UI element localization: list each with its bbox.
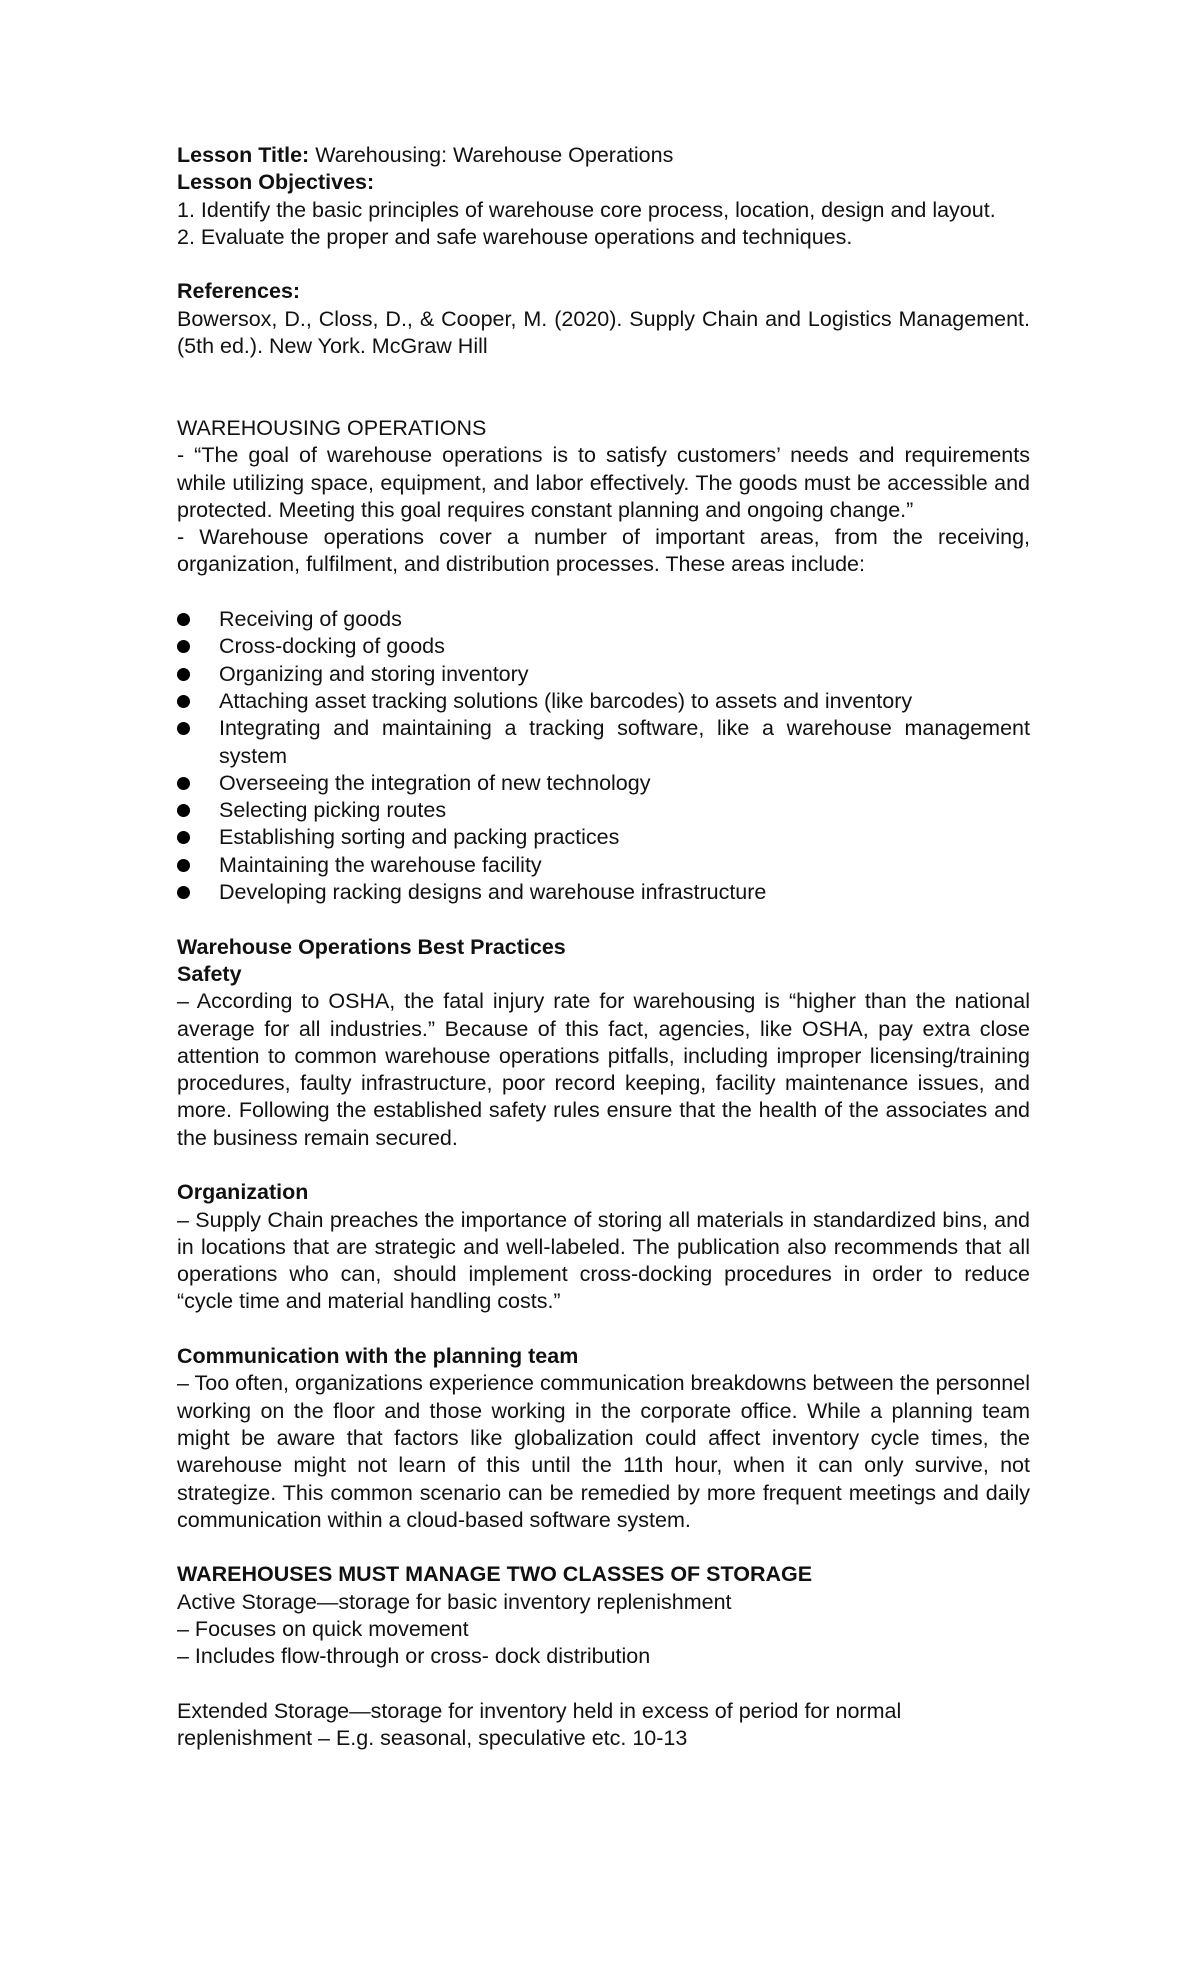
spacer — [177, 1152, 1030, 1179]
lesson-title-value: Warehousing: Warehouse Operations — [315, 143, 674, 167]
lesson-title-label: Lesson Title: — [177, 143, 310, 167]
list-item — [177, 661, 1030, 688]
document-page — [177, 142, 1030, 1753]
bullet-icon — [177, 859, 190, 872]
safety-heading: Safety — [177, 961, 242, 986]
bullet-icon — [177, 613, 190, 626]
list-item — [177, 770, 1030, 797]
operations-heading: WAREHOUSING OPERATIONS — [177, 415, 487, 440]
bullet-icon — [177, 722, 190, 735]
bullet-icon — [177, 777, 190, 790]
bullet-icon — [177, 640, 190, 653]
list-item — [177, 715, 1030, 770]
active-storage-title: Active Storage—storage for basic inventory replenishment — [177, 1589, 732, 1614]
list-item — [177, 824, 1030, 851]
list-item-text: Organizing and storing inventory — [219, 661, 529, 686]
active-storage-point-2: – Includes flow-through or cross- dock distribution — [177, 1644, 651, 1669]
bullet-icon — [177, 804, 190, 817]
objective-2: 2. Evaluate the proper and safe warehouse operations and techniques. — [177, 224, 853, 249]
safety-text: – According to OSHA, the fatal injury rate for warehousing is “higher than the national average for all industries.” Because of this fact, agencies, like OSHA, pay extra close attention to common warehouse operations pitfalls, including improper licensing/training procedures, faulty infrastructure, poor record keeping, facility maintenance issues, and more. Following the established safety rules ensure that the health of the associates and the business remain secured. — [177, 989, 1030, 1150]
list-item — [177, 797, 1030, 824]
list-item-text: Attaching asset tracking solutions (like barcodes) to assets and inventory — [219, 688, 913, 713]
spacer — [177, 1534, 1030, 1561]
list-item — [177, 688, 1030, 715]
list-item — [177, 879, 1030, 906]
spacer — [177, 579, 1030, 606]
communication-heading: Communication with the planning team — [177, 1344, 579, 1369]
list-item — [177, 852, 1030, 879]
list-item-text: Selecting picking routes — [219, 798, 447, 823]
communication-text: – Too often, organizations experience communication breakdowns between the personnel working on the floor and those working in the corporate office. While a planning team might be aware that factors like globalization could affect inventory cycle times, the warehouse might not learn of this until the 11th hour, when it can only survive, not strategize. This common scenario can be remedied by more frequent meetings and daily communication within a cloud-based software system. — [177, 1371, 1030, 1532]
spacer — [177, 1316, 1030, 1343]
organization-heading: Organization — [177, 1180, 309, 1205]
best-practices-heading: Warehouse Operations Best Practices — [177, 934, 566, 959]
list-item-text: Overseeing the integration of new technology — [219, 770, 651, 795]
lesson-objectives-label: Lesson Objectives: — [177, 170, 375, 195]
spacer — [177, 1671, 1030, 1698]
objective-1: 1. Identify the basic principles of warehouse core process, location, design and layout. — [177, 197, 996, 222]
spacer — [177, 251, 1030, 278]
spacer — [177, 906, 1030, 933]
list-item-text: Establishing sorting and packing practices — [219, 825, 620, 850]
list-item-text: Cross-docking of goods — [219, 634, 445, 659]
list-item-text: Developing racking designs and warehouse infrastructure — [219, 880, 767, 905]
references-label: References: — [177, 279, 301, 304]
lesson-title-line — [177, 142, 1030, 169]
operations-paragraph-1: - “The goal of warehouse operations is to satisfy customers’ needs and requirements while utilizing space, equipment, and labor effectively. The goods must be accessible and protected. Meeting this goal requires constant planning and ongoing change.” — [177, 443, 1030, 522]
operations-areas-list — [177, 606, 1030, 906]
references-text: Bowersox, D., Closs, D., & Cooper, M. (2020). Supply Chain and Logistics Management. (5th ed.). New York. McGraw Hill — [177, 306, 1030, 359]
bullet-icon — [177, 668, 190, 681]
organization-text: – Supply Chain preaches the importance of storing all materials in standardized bins, and in locations that are strategic and well-labeled. The publication also recommends that all operations who can, should implement cross-docking procedures in order to reduce “cycle time and material handling costs.” — [177, 1207, 1030, 1314]
list-item — [177, 606, 1030, 633]
list-item-text: Integrating and maintaining a tracking software, like a warehouse management system — [219, 716, 1030, 768]
bullet-icon — [177, 886, 190, 899]
active-storage-point-1: – Focuses on quick movement — [177, 1617, 469, 1642]
list-item — [177, 633, 1030, 660]
list-item-text: Receiving of goods — [219, 607, 402, 632]
storage-heading: WAREHOUSES MUST MANAGE TWO CLASSES OF STORAGE — [177, 1562, 813, 1587]
bullet-icon — [177, 831, 190, 844]
bullet-icon — [177, 695, 190, 708]
operations-paragraph-2: - Warehouse operations cover a number of important areas, from the receiving, organization, fulfilment, and distribution processes. These areas include: — [177, 525, 1030, 577]
list-item-text: Maintaining the warehouse facility — [219, 852, 542, 877]
extended-storage-text: Extended Storage—storage for inventory held in excess of period for normal replenishment – E.g. seasonal, speculative etc. 10-13 — [177, 1698, 902, 1751]
spacer — [177, 360, 1030, 415]
